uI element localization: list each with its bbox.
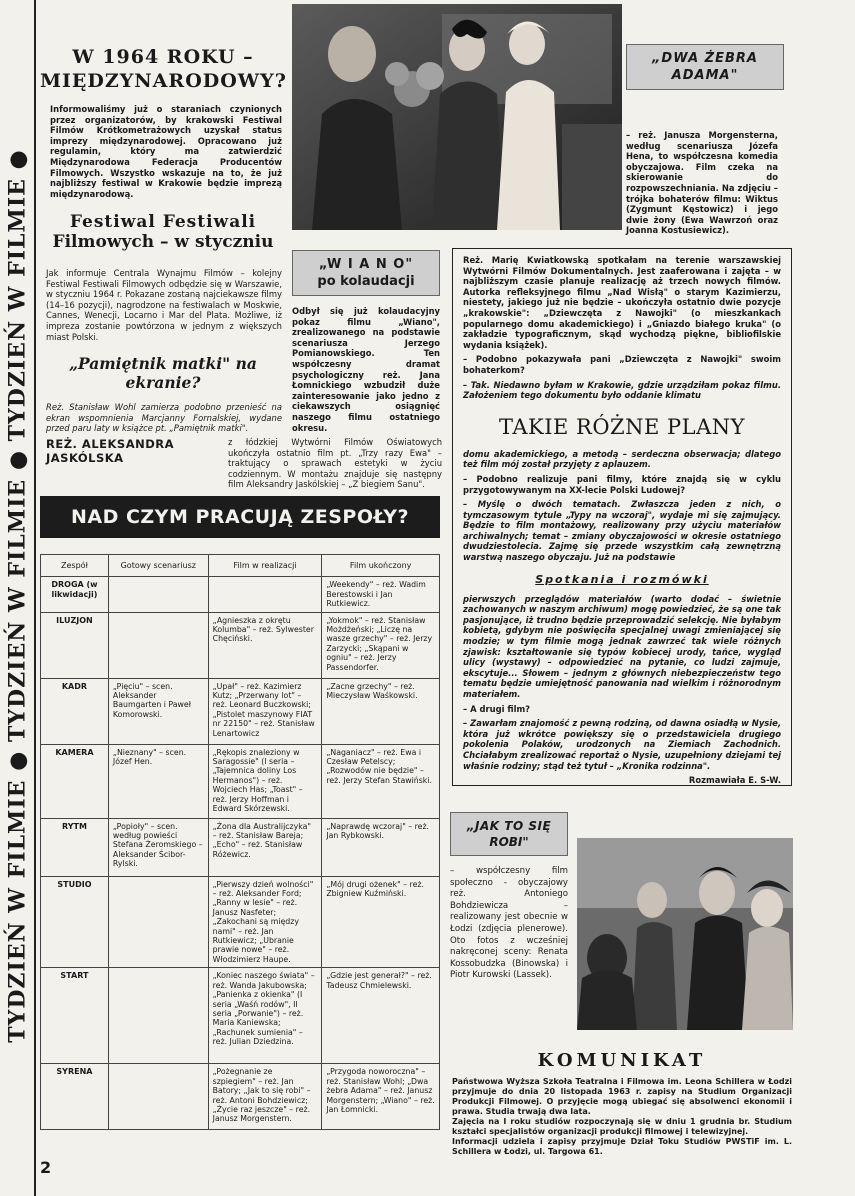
article-body: Jak informuje Centrala Wynajmu Filmów – kolejny Festiwal Festiwali Filmowych odbędzie się w Warszawie, w styczniu 1964 r. Pokazane zostaną najciekawsze filmy (14–16 pozycji), nagrodzone na festiwalach w Moskwie, Cannes, Wenecji, Locarno i Mar del Plata. Możliwe, iż impreza zostanie powtórzona w jednym z większych miast Polski. xyxy=(46,268,282,342)
script-cell xyxy=(108,1064,208,1130)
article-heading: REŻ. ALEKSANDRA JASKÓLSKA xyxy=(46,437,175,465)
header-team: Zespół xyxy=(41,555,109,577)
headline-line1: „W I A N O" xyxy=(318,257,414,272)
script-cell: „Popioły" – scen. według powieści Stefana Żeromskiego – Aleksander Ścibor-Rylski. xyxy=(108,818,208,876)
team-cell: KAMERA xyxy=(41,744,109,818)
in-production-cell: „Koniec naszego świata" – reż. Wanda Jakubowska; „Panienka z okienka" (I seria „Waśń rodów", II seria „Porwanie") – reż. Maria Kaniewska; „Rachunek sumienia" – reż. Julian Dziedzina. xyxy=(208,968,322,1064)
komunikat-title: KOMUNIKAT xyxy=(537,1050,707,1071)
table-row xyxy=(41,1064,440,1130)
team-cell: ILUZJON xyxy=(41,612,109,678)
in-production-cell: „Agnieszka z okrętu Kolumba" – reż. Sylwester Chęciński. xyxy=(208,612,322,678)
script-cell xyxy=(108,876,208,968)
team-cell: KADR xyxy=(41,678,109,744)
completed-cell: „Weekendy" – reż. Wadim Berestowski i Jan Rutkiewicz. xyxy=(322,577,440,612)
article-1964 xyxy=(40,46,286,199)
script-cell xyxy=(108,577,208,612)
header-completed: Film ukończony xyxy=(322,555,440,577)
jak-body: – współczesny film społeczno - obyczajowy reż. Antoniego Bohdziewicza – realizowany jest obecnie w Łodzi (zdjęcia plenerowe). Oto fotos z wcześniej nakręconej sceny: Renata Kossobudzka (Binowska) i Piotr Kurowski (Lassek). xyxy=(450,866,568,981)
table-row xyxy=(41,876,440,968)
header-script: Gotowy scenariusz xyxy=(108,555,208,577)
article-title-line1: W 1964 ROKU – xyxy=(72,46,254,68)
article-body: Reż. Stanisław Wohl zamierza podobno przenieść na ekran wspomnienia Marcjanny Fornalskiej, wydane przed paru laty w książce pt. „Pamiętnik matki". xyxy=(46,402,282,434)
table-row xyxy=(41,577,440,612)
interview-signature: Rozmawiała E. S-W. xyxy=(688,775,781,786)
headline-line2: po kolaudacji xyxy=(317,274,415,289)
headline-line1: „JAK TO SIĘ xyxy=(466,819,552,833)
completed-cell: „Mój drugi ożenek" – reż. Zbigniew Kuźmiński. xyxy=(322,876,440,968)
completed-cell: „Gdzie jest generał?" – reż. Tadeusz Chmielewski. xyxy=(322,968,440,1064)
article-title-line2: MIĘDZYNARODOWY? xyxy=(40,70,287,92)
photo-scene xyxy=(292,4,622,230)
table-header-row xyxy=(41,555,440,577)
production-table-wrap xyxy=(40,554,440,1130)
interview-question-1: – Podobno pokazywała pani „Dziewczęta z Nawojki" swoim bohaterkom? xyxy=(463,354,781,375)
interview-question-2: – A drugi film? xyxy=(463,703,531,714)
wiano-body: Odbył się już kolaudacyjny pokaz filmu „Wiano", zrealizowanego na podstawie scenariusza Jerzego Pomianowskiego. Ten współczesny dramat psychologiczny reż. Jana Łomnickiego wzbudził duże zainteresowanie jako jedno z ciekawszych osiągnięć naszego filmu ostatniego okresu. xyxy=(292,306,440,433)
komunikat-p2: Zajęcia na I roku studiów rozpoczynają się w dniu 1 grudnia br. Studium kształci specjalistów organizacji produkcji filmowej i telewizyjnej. xyxy=(452,1117,792,1136)
interview-intro: Reż. Marię Kwiatkowską spotkałam na terenie warszawskiej Wytwórni Filmów Dokumentalnych. Jest zaaferowana i zajęta – w najbliższym czasie planuje realizację aż trzech nowych filmów. Autorka refleksyjnego filmu „Nad Wisłą" o starym Kazimierzu, niestety, jakiego już nie będzie – ukończyła ostatnio dwie pozycje „krakowskie": „Dziewczęta z Nawojki" (o mieszkankach popularnego domu akademickiego) i „Gniazdo białego kruka" (o zakładzie typograficznym, skąd wychodzą piękne, bibliofilskie wydania książek). xyxy=(463,255,781,350)
interview-cont-4: pierwszych przeglądów materiałów (warto dodać – świetnie zachowanych w naszym archiwum) mogę powiedzieć, że są one tak pasjonujące, iż trudno będzie przeprowadzić selekcję. Nie byłabym kobietą, gdybym nie poświęciła specjalnej uwagi zmieniającej się modzie; w tym filmie mogą jednak zawrzeć tak wiele różnych zjawisk: kształtowanie się typów kobiecej urody, tańce, wygląd ulicy (wystawy) – odpowiedzieć na pytanie, co ludzi zajmuje, ekscytuje... Słowem – jednym z głównych niebezpieczeństw tego tematu będzie umiejętność panowania nad wielkim i różnorodnym materiałem. xyxy=(463,593,781,699)
article-title: „Pamiętnik matki" na ekranie? xyxy=(69,354,257,392)
script-cell xyxy=(108,612,208,678)
interview-box xyxy=(452,248,792,786)
article-body: z łódzkiej Wytwórni Filmów Oświatowych ukończyła ostatnio film pt. „Trzy razy Ewa" – traktujący o sprawach estetyki w życiu codziennym. W montażu znajduje się następny film Aleksandry Jaskólskiej – „Z biegiem Sanu". xyxy=(228,437,442,490)
photo-scene xyxy=(577,838,793,1030)
article-body: Informowaliśmy już o staraniach czynionych przez organizatorów, by krakowski Festiwal Filmów Krótkometrażowych uzyskał status imprezy międzynarodowej. Opracowano już regulamin, który ma zatwierdzić Międzynarodowa Federacja Producentów Filmowych. Wszystko wskazuje na to, że już najbliższy festiwal w Krakowie będzie imprezą międzynarodową. xyxy=(50,104,282,199)
article-wiano xyxy=(292,250,440,433)
headline-line2: ROBI" xyxy=(489,835,529,849)
interview-cont-1: domu akademickiego, a metodą – serdeczna obserwacja; dlatego też film mój został przyjęty z aplauzem. xyxy=(463,448,781,470)
team-cell: DROGA (w likwidacji) xyxy=(41,577,109,612)
in-production-cell: „Rękopis znaleziony w Saragossie" (I seria – „Tajemnica doliny Los Hermanos") – reż. Wojciech Has; „Toast" – reż. Jerzy Hoffman i Edward Skórzewski. xyxy=(208,744,322,818)
in-production-cell xyxy=(208,577,322,612)
in-production-cell: „Upał" – reż. Kazimierz Kutz; „Przerwany lot" – reż. Leonard Buczkowski; „Pistolet maszynowy FIAT nr 22150" – reż. Stanisław Lenartowicz xyxy=(208,678,322,744)
header-in-production: Film w realizacji xyxy=(208,555,322,577)
table-row xyxy=(41,678,440,744)
article-dwa-zebra-adama xyxy=(626,4,786,90)
article-pamietnik xyxy=(40,354,286,434)
headline-box xyxy=(292,250,440,296)
table-row xyxy=(41,744,440,818)
table-banner xyxy=(40,496,440,538)
team-cell: STUDIO xyxy=(41,876,109,968)
team-cell: SYRENA xyxy=(41,1064,109,1130)
team-cell: START xyxy=(41,968,109,1064)
komunikat-p3: Informacji udziela i zapisy przyjmuje Dział Toku Studiów PWSTiF im. L. Schillera w Łodzi, ul. Targowa 61. xyxy=(452,1137,792,1156)
interview-cont-5: – Zawarłam znajomość z pewną rodziną, od dawna osiadłą w Nysie, która już wkrótce powiększy się o przedstawiciela drugiego pokolenia Polaków, urodzonych na Ziemiach Zachodnich. Chciałabym zrealizować reportaż o Nysie, uzupełniony dziejami tej właśnie rodziny; stąd też tytuł – „Kronika rodzinna". xyxy=(463,718,781,771)
headline-box xyxy=(450,812,568,856)
script-cell xyxy=(108,968,208,1064)
interview-cont-3: – Myślę o dwóch tematach. Zwłaszcza jeden z nich, o tymczasowym tytule „Typy na wczoraj", wydaje mi się zajmujący. Będzie to film montażowy, realizowany przy użyciu materiałów archiwalnych; temat – zmiany obyczajowości w okresie ostatniego dwudziestolecia. Zajmę się przede wszystkim całą zewnętrzną warstwą naszego obyczaju. Już na podstawie xyxy=(463,499,781,563)
interview-cont-2: – Podobno realizuje pani filmy, które znajdą się w cyklu przygotowywanym na XX-lecie Polski Ludowej? xyxy=(463,473,781,495)
rubric-title: Spotkania i rozmówki xyxy=(535,572,709,586)
completed-cell: „Naganiacz" – reż. Ewa i Czesław Petelscy; „Rozwodów nie będzie" – reż. Jerzy Stefan Stawiński. xyxy=(322,744,440,818)
completed-cell: „Przygoda noworoczna" – reż. Stanisław Wohl; „Dwa żebra Adama" – reż. Janusz Morgenstern; „Wiano" – reż. Jan Łomnicki. xyxy=(322,1064,440,1130)
completed-cell: „Zacne grzechy" – reż. Mieczysław Waśkowski. xyxy=(322,678,440,744)
table-row xyxy=(41,968,440,1064)
article-title-line1: Festiwal Festiwali xyxy=(69,212,257,232)
photo-dwa-zebra-adama xyxy=(292,4,622,230)
article-title-line2: Filmowych – w styczniu xyxy=(52,232,274,252)
spine-title: TYDZIEŃ W FILMIE ● TYDZIEŃ W FILMIE ● TYDZIEŃ W FILMIE ● xyxy=(4,149,31,1043)
komunikat xyxy=(452,1050,792,1157)
article-festiwal xyxy=(40,212,286,342)
komunikat-p1: Państwowa Wyższa Szkoła Teatralna i Filmowa im. Leona Schillera w Łodzi przyjmuje do dnia 20 listopada 1963 r. zapisy na Studium Organizacji Produkcji Filmowej. O przyjęcie mogą ubiegać się absolwenci ekonomii i prawa. Studia trwają dwa lata. xyxy=(452,1077,792,1116)
completed-cell: „Naprawdę wczoraj" – reż. Jan Rybkowski. xyxy=(322,818,440,876)
script-cell: „Nieznany" – scen. Józef Hen. xyxy=(108,744,208,818)
completed-cell: „Yokmok" – reż. Stanisław Możdżeński; „Liczę na wasze grzechy" – reż. Jerzy Zarzycki; „Skąpani w ogniu" – reż. Jerzy Passendorfer. xyxy=(322,612,440,678)
headline-box xyxy=(626,44,784,90)
photo-jak-to-sie-robi xyxy=(577,838,793,1030)
in-production-cell: „Żona dla Australijczyka" – reż. Stanisław Bareja; „Echo" – reż. Stanisław Różewicz. xyxy=(208,818,322,876)
headline-line2: ADAMA" xyxy=(671,68,739,83)
team-cell: RYTM xyxy=(41,818,109,876)
page-number: 2 xyxy=(40,1158,52,1177)
interview-title: TAKIE RÓŻNE PLANY xyxy=(499,414,745,439)
table-row xyxy=(41,612,440,678)
script-cell: „Pięciu" – scen. Aleksander Baumgarten i Paweł Komorowski. xyxy=(108,678,208,744)
interview-answer-1: – Tak. Niedawno byłam w Krakowie, gdzie urządziłam pokaz filmu. Założeniem tego dokumentu było oddanie klimatu xyxy=(463,379,781,401)
headline-line1: „DWA ŻEBRA xyxy=(652,51,758,66)
table-banner-title: NAD CZYM PRACUJĄ ZESPOŁY? xyxy=(70,506,410,528)
production-table xyxy=(40,554,440,1130)
article-jak-to-sie-robi xyxy=(450,812,568,982)
in-production-cell: „Pierwszy dzień wolności" – reż. Aleksander Ford; „Ranny w lesie" – reż. Janusz Nasfeter; „Zakochani są między nami" – reż. Jan Rutkiewicz; „Ubranie prawie nowe" – reż. Włodzimierz Haupe. xyxy=(208,876,322,968)
table-row xyxy=(41,818,440,876)
article-jaskolska xyxy=(40,437,442,490)
in-production-cell: „Pożegnanie ze szpiegiem" – reż. Jan Batory; „Jak to się robi" – reż. Antoni Bohdziewicz; „Życie raz jeszcze" – reż. Janusz Morgenstern. xyxy=(208,1064,322,1130)
adam-caption: – reż. Janusza Morgensterna, według scenariusza Józefa Hena, to współczesna komedia obyczajowa. Film czeka na skierowanie do rozpowszechniania. Na zdjęciu – trójka bohaterów filmu: Wiktus (Zygmunt Kęstowicz) i jego dwie żony (Ewa Wawrzoń oraz Joanna Kostusiewicz). xyxy=(626,130,778,236)
